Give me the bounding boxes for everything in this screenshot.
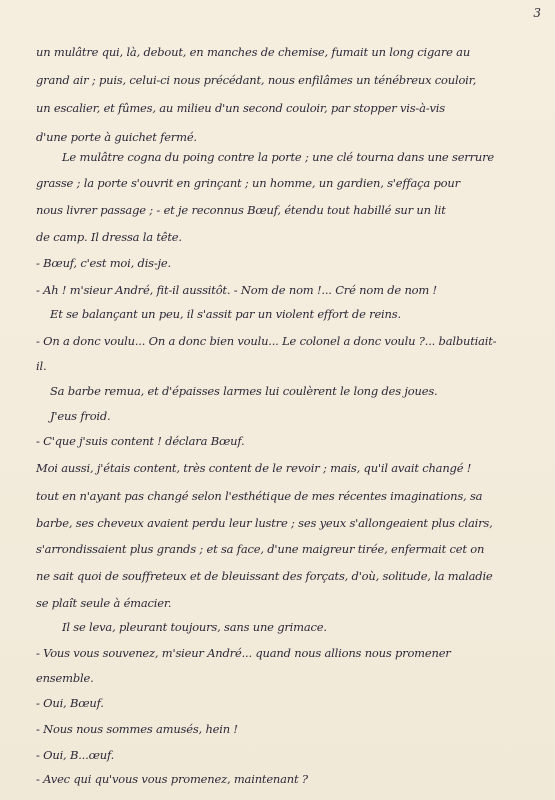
manuscript-line: - C'que j'suis content ! déclara Bœuf.	[36, 434, 245, 448]
manuscript-line: s'arrondissaient plus grands ; et sa face, d'une maigreur tirée, enfermait cet on	[36, 542, 485, 556]
manuscript-line: ensemble.	[36, 671, 94, 685]
manuscript-line: - Oui, B...œuf.	[36, 748, 115, 762]
manuscript-line: de camp. Il dressa la tête.	[36, 230, 182, 244]
manuscript-line: - Ah ! m'sieur André, fit-il aussitôt. - Nom de nom !... Cré nom de nom !	[36, 283, 437, 297]
manuscript-line: - Bœuf, c'est moi, dis-je.	[36, 256, 171, 270]
manuscript-line: J'eus froid.	[50, 409, 111, 423]
manuscript-line: - On a donc voulu... On a donc bien voulu... Le colonel a donc voulu ?... balbutiait-	[36, 334, 497, 348]
manuscript-line: Le mulâtre cogna du poing contre la porte ; une clé tourna dans une serrure	[62, 150, 495, 164]
manuscript-line: il.	[36, 359, 47, 373]
manuscript-line: grand air ; puis, celui-ci nous précédant, nous enfilâmes un ténébreux couloir,	[36, 73, 477, 87]
manuscript-line: Et se balançant un peu, il s'assit par un violent effort de reins.	[50, 307, 401, 321]
manuscript-line: - Vous vous souvenez, m'sieur André... quand nous allions nous promener	[36, 646, 451, 660]
manuscript-line: ne sait quoi de souffreteux et de bleuissant des forçats, d'où, solitude, la maladie	[36, 569, 493, 583]
manuscript-line: Il se leva, pleurant toujours, sans une grimace.	[62, 620, 327, 634]
page-number: 3	[533, 6, 541, 20]
manuscript-line: Sa barbe remua, et d'épaisses larmes lui coulèrent le long des joues.	[50, 384, 438, 398]
manuscript-line: se plaît seule à émacier.	[36, 596, 172, 610]
manuscript-line: tout en n'ayant pas changé selon l'esthétique de mes récentes imaginations, sa	[36, 489, 483, 503]
manuscript-line: nous livrer passage ; - et je reconnus Bœuf, étendu tout habillé sur un lit	[36, 203, 446, 217]
manuscript-line: - Nous nous sommes amusés, hein !	[36, 722, 238, 736]
manuscript-line: un mulâtre qui, là, debout, en manches de chemise, fumait un long cigare au	[36, 45, 471, 59]
manuscript-line: - Avec qui qu'vous vous promenez, maintenant ?	[36, 772, 308, 786]
manuscript-line: barbe, ses cheveux avaient perdu leur lustre ; ses yeux s'allongeaient plus clairs,	[36, 516, 493, 530]
manuscript-line: un escalier, et fûmes, au milieu d'un second couloir, par stopper vis-à-vis	[36, 101, 445, 115]
manuscript-line: grasse ; la porte s'ouvrit en grinçant ; un homme, un gardien, s'effaça pour	[36, 176, 460, 190]
manuscript-line: Moi aussi, j'étais content, très content de le revoir ; mais, qu'il avait changé !	[36, 461, 472, 475]
manuscript-line: - Oui, Bœuf.	[36, 696, 104, 710]
manuscript-line: d'une porte à guichet fermé.	[36, 130, 197, 144]
